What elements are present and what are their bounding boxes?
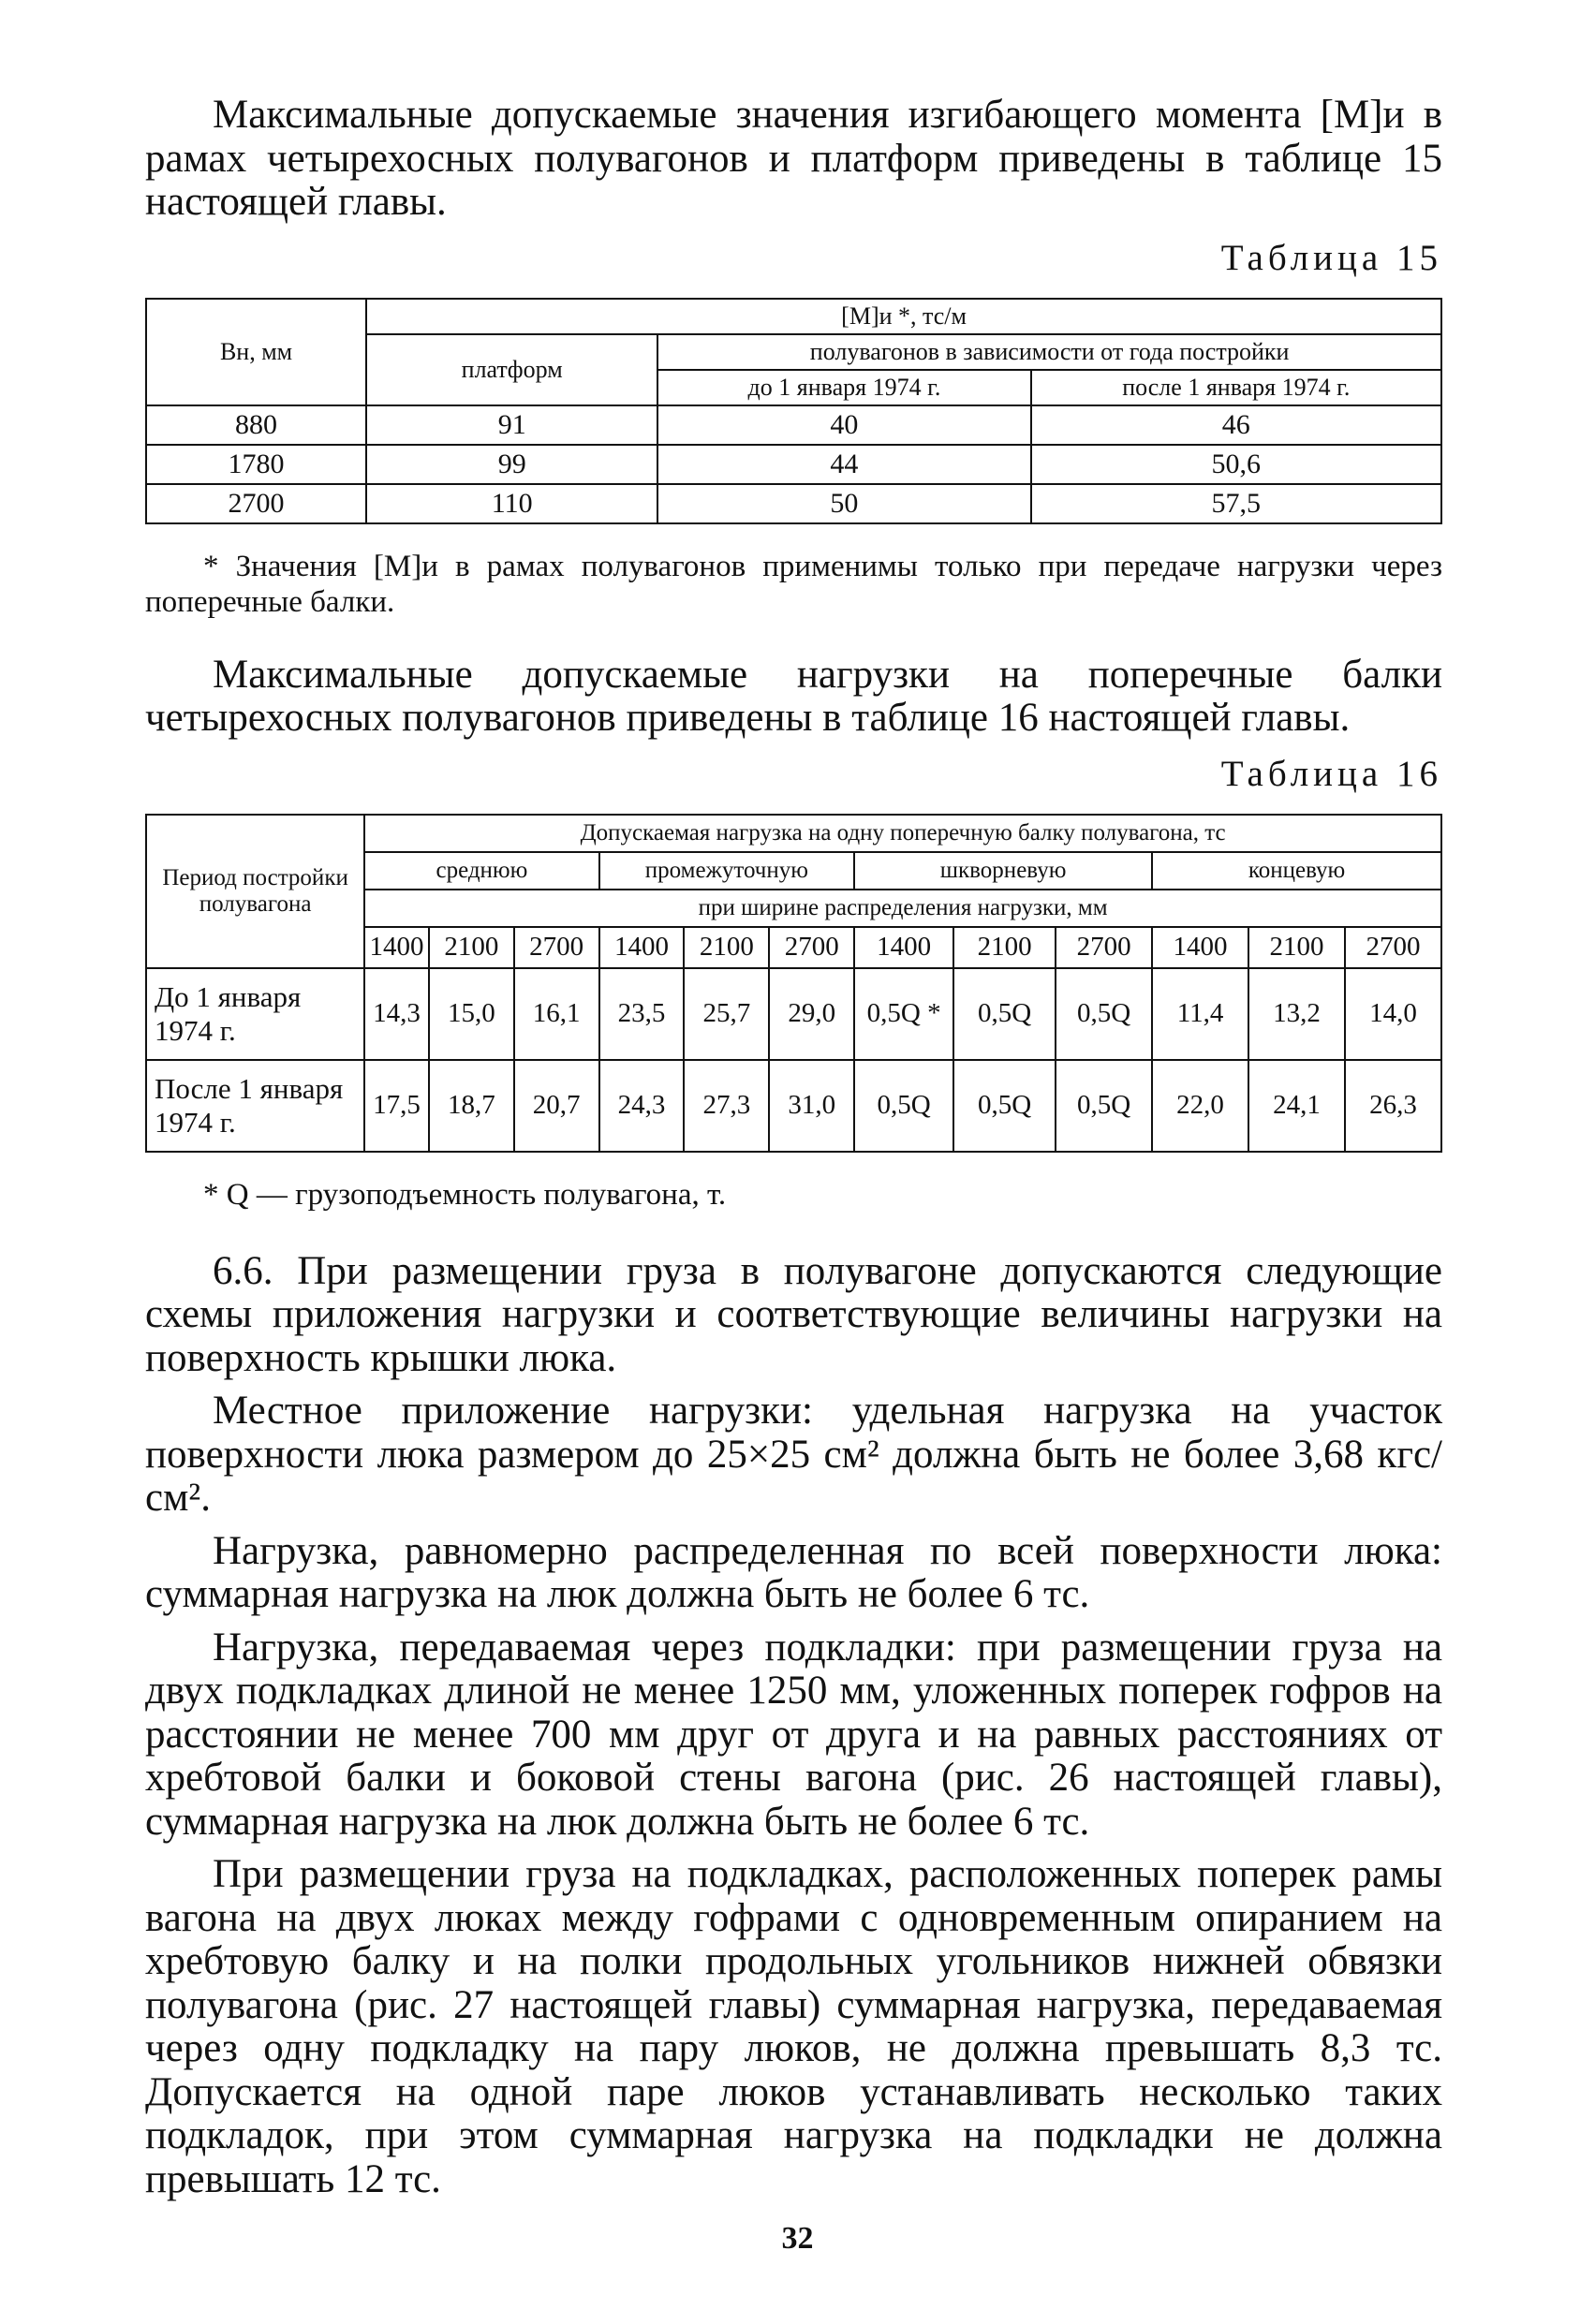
t15-header-m: [M]и *, тс/м	[366, 299, 1441, 334]
t16-header-kingpin: шкворневую	[854, 852, 1152, 890]
table-cell: 0,5Q	[1056, 968, 1152, 1060]
table-16	[145, 814, 1442, 1153]
t16-width-cell: 1400	[364, 927, 429, 968]
table-cell: 23,5	[599, 968, 685, 1060]
t16-width-cell: 2700	[514, 927, 599, 968]
t16-width-cell: 2100	[953, 927, 1056, 968]
paragraph: Нагрузка, передаваемая через подкладки: при размещении груза на двух подкладках длиной не менее 1250 мм, уложенных поперек гофров на расстоянии не менее 700 мм друг от друга и на равных расстояниях от хребтовой балки и боковой стены вагона (рис. 26 настоящей главы), суммарная нагрузка на люк должна быть не более 6 тс.	[145, 1625, 1442, 1844]
table-cell: 91	[366, 405, 657, 445]
paragraph: 6.6. При размещении груза в полувагоне допускаются следующие схемы приложения нагрузки и соответствующие величины нагрузки на поверхность крышки люка.	[145, 1248, 1442, 1380]
table-cell: 17,5	[364, 1060, 429, 1152]
table-cell: 26,3	[1345, 1060, 1441, 1152]
table15-label: Таблица 15	[1220, 237, 1442, 278]
t16-width-cell: 1400	[599, 927, 685, 968]
page-content	[145, 94, 1442, 2201]
t16-width-cell: 2700	[1345, 927, 1441, 968]
table-cell: 14,0	[1345, 968, 1441, 1060]
page-number: 32	[781, 2221, 814, 2256]
table-row	[146, 968, 1441, 1060]
table-cell: 40	[657, 405, 1030, 445]
paragraph: Местное приложение нагрузки: удельная нагрузка на участок поверхности люка размером до 25×25 см² должна быть не более 3,68 кгс/см².	[145, 1389, 1442, 1520]
t16-header-load: Допускаемая нагрузка на одну поперечную балку полувагона, тс	[364, 815, 1441, 852]
table-cell: 27,3	[684, 1060, 769, 1152]
table-row	[146, 405, 1441, 445]
table-cell: 46	[1031, 405, 1441, 445]
table-cell: 20,7	[514, 1060, 599, 1152]
table-cell: 24,3	[599, 1060, 685, 1152]
table-cell: 57,5	[1031, 484, 1441, 523]
table-cell: 99	[366, 445, 657, 484]
table-cell: 31,0	[769, 1060, 854, 1152]
table-cell: 880	[146, 405, 366, 445]
table-cell: 110	[366, 484, 657, 523]
t16-header-period: Период постройки полувагона	[146, 815, 364, 968]
table-cell: 2700	[146, 484, 366, 523]
t16-width-cell: 2700	[769, 927, 854, 968]
table-cell: 11,4	[1152, 968, 1248, 1060]
table-cell: 22,0	[1152, 1060, 1248, 1152]
table-cell: 14,3	[364, 968, 429, 1060]
t16-header-width: при ширине распределения нагрузки, мм	[364, 890, 1441, 927]
table-cell: 15,0	[429, 968, 514, 1060]
table-cell: 0,5Q	[1056, 1060, 1152, 1152]
body-paragraphs	[145, 1250, 1442, 2202]
table15-footnote: * Значения [M]и в рамах полувагонов применимы только при передаче нагрузки через поперечные балки.	[145, 549, 1442, 619]
table-cell: 0,5Q *	[854, 968, 953, 1060]
intro-table15: Максимальные допускаемые значения изгибающего момента [M]и в рамах четырехосных полувагонов и платформ приведены в таблице 15 настоящей главы.	[145, 93, 1442, 224]
table-cell: 50,6	[1031, 445, 1441, 484]
table16-label: Таблица 16	[1220, 753, 1442, 794]
intro-table16: Максимальные допускаемые нагрузки на поперечные балки четырехосных полувагонов приведены в таблице 16 настоящей главы.	[145, 652, 1442, 740]
t15-header-b: Вн, мм	[146, 299, 366, 405]
t16-period-cell: До 1 января 1974 г.	[146, 968, 364, 1060]
t16-header-intermediate: промежуточную	[599, 852, 855, 890]
t16-header-middle: среднюю	[364, 852, 598, 890]
t15-header-before: до 1 января 1974 г.	[657, 370, 1030, 405]
table-cell: 29,0	[769, 968, 854, 1060]
t15-header-after: после 1 января 1974 г.	[1031, 370, 1441, 405]
table-cell: 44	[657, 445, 1030, 484]
table-row	[146, 445, 1441, 484]
table-cell: 13,2	[1248, 968, 1345, 1060]
table-cell: 0,5Q	[953, 1060, 1056, 1152]
t16-period-cell: После 1 января 1974 г.	[146, 1060, 364, 1152]
paragraph: При размещении груза на подкладках, расположенных поперек рамы вагона на двух люках между гофрами с одновременным опиранием на хребтовую балку и на полки продольных угольников нижней обвязки полувагона (рис. 27 настоящей главы) суммарная нагрузка, передаваемая через одну подкладку на пару люков, не должна превышать 8,3 тс. Допускается на одной паре люков устанавливать несколько таких подкладок, при этом суммарная нагрузка на подкладки не должна превышать 12 тс.	[145, 1852, 1442, 2201]
t16-header-end: концевую	[1152, 852, 1441, 890]
table-cell: 25,7	[684, 968, 769, 1060]
table-cell: 24,1	[1248, 1060, 1345, 1152]
t16-width-cell: 1400	[854, 927, 953, 968]
table-15	[145, 298, 1442, 524]
t16-width-cell: 2700	[1056, 927, 1152, 968]
table-cell: 0,5Q	[953, 968, 1056, 1060]
table-cell: 18,7	[429, 1060, 514, 1152]
table-cell: 1780	[146, 445, 366, 484]
paragraph: Нагрузка, равномерно распределенная по всей поверхности люка: суммарная нагрузка на люк должна быть не более 6 тс.	[145, 1528, 1442, 1616]
table-cell: 50	[657, 484, 1030, 523]
t15-header-gondola: полувагонов в зависимости от года постройки	[657, 334, 1441, 370]
t16-width-cell: 2100	[1248, 927, 1345, 968]
t16-width-cell: 1400	[1152, 927, 1248, 968]
table-cell: 0,5Q	[854, 1060, 953, 1152]
table-cell: 16,1	[514, 968, 599, 1060]
t16-width-cell: 2100	[684, 927, 769, 968]
table-row	[146, 1060, 1441, 1152]
table-row	[146, 484, 1441, 523]
t16-width-cell: 2100	[429, 927, 514, 968]
table16-footnote: * Q — грузоподъемность полувагона, т.	[203, 1177, 727, 1212]
t15-header-platform: платформ	[366, 334, 657, 405]
